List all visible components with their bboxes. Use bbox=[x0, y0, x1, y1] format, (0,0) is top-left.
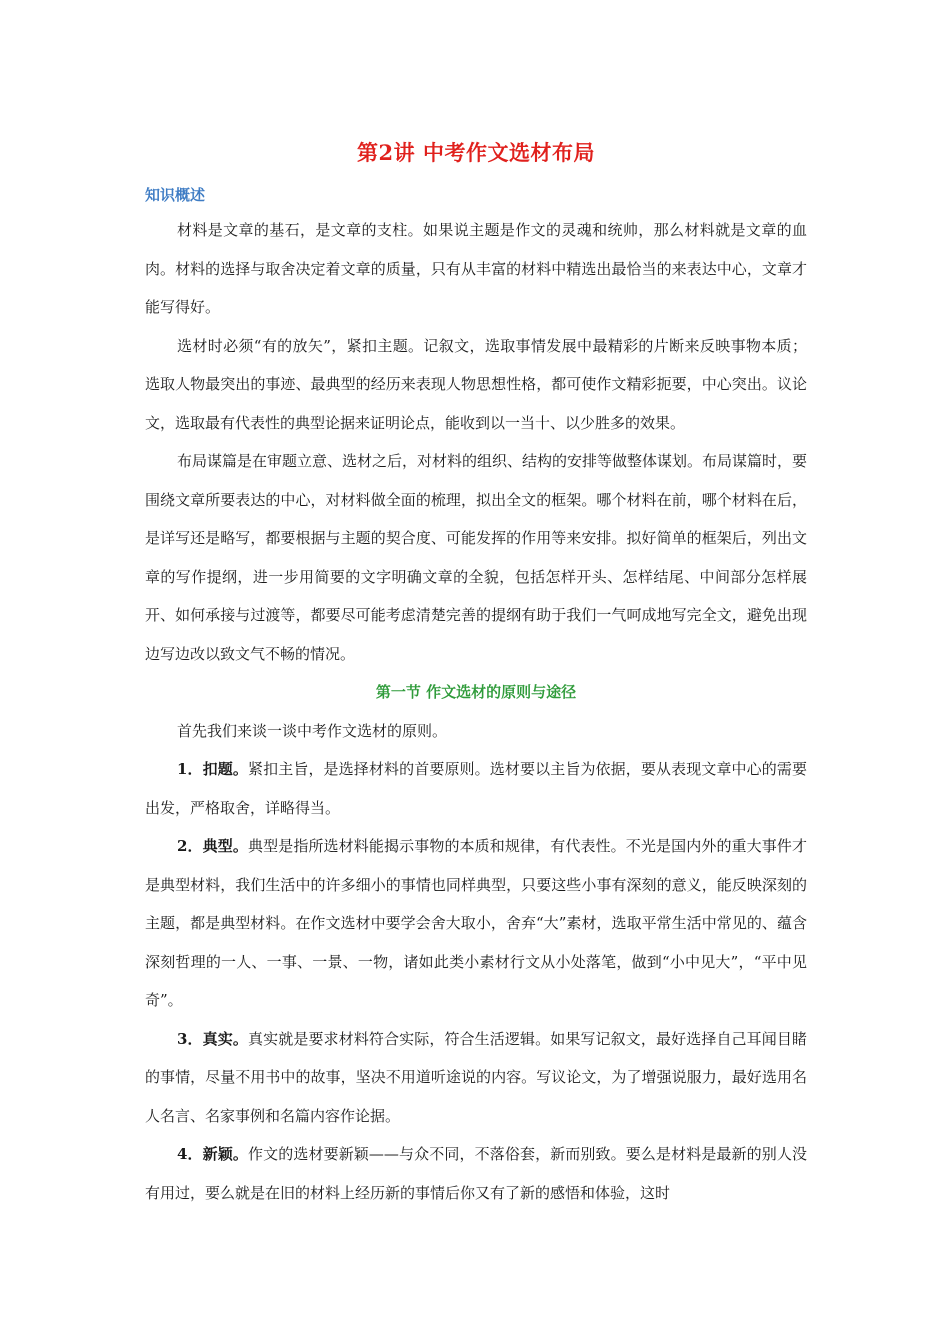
principle-item bbox=[145, 1020, 807, 1136]
principle-label: 4．新颖。 bbox=[177, 1145, 249, 1163]
principle-text: 紧扣主旨，是选择材料的首要原则。选材要以主旨为依据，要从表现文章中心的需要出发，严格取舍，详略得当。 bbox=[145, 760, 807, 817]
principle-label: 2．典型。 bbox=[177, 837, 248, 855]
intro-paragraph-2: 选材时必须“有的放矢”，紧扣主题。记叙文，选取事情发展中最精彩的片断来反映事物本质；选取人物最突出的事迹、最典型的经历来表现人物思想性格，都可使作文精彩扼要，中心突出。议论文，选取最有代表性的典型论据来证明论点，能收到以一当十、以少胜多的效果。 bbox=[145, 336, 807, 432]
section-one-lead: 首先我们来谈一谈中考作文选材的原则。 bbox=[177, 721, 448, 740]
intro-paragraph-3: 布局谋篇是在审题立意、选材之后，对材料的组织、结构的安排等做整体谋划。布局谋篇时，要围绕文章所要表达的中心，对材料做全面的梳理，拟出全文的框架。哪个材料在前，哪个材料在后，是详写还是略写，都要根据与主题的契合度、可能发挥的作用等来安排。拟好简单的框架后，列出文章的写作提纲，进一步用简要的文字明确文章的全貌，包括怎样开头、怎样结尾、中间部分怎样展开、如何承接与过渡等，都要尽可能考虑清楚完善的提纲有助于我们一气呵成地写完全文，避免出现边写边改以致文气不畅的情况。 bbox=[145, 452, 808, 663]
principle-text: 真实就是要求材料符合实际，符合生活逻辑。如果写记叙文，最好选择自己耳闻目睹的事情，尽量不用书中的故事，坚决不用道听途说的内容。写议论文，为了增强说服力，最好选用名人名言、名家事例和名篇内容作论据。 bbox=[145, 1029, 807, 1125]
document-page bbox=[145, 132, 807, 1212]
principle-item bbox=[145, 827, 807, 1020]
section-one-heading: 第一节 作文选材的原则与途径 bbox=[375, 683, 577, 701]
principle-label: 3．真实。 bbox=[177, 1029, 248, 1048]
principle-text: 典型是指所选材料能揭示事物的本质和规律，有代表性。不光是国内外的重大事件才是典型材料，我们生活中的许多细小的事情也同样典型，只要这些小事有深刻的意义，能反映深刻的主题，都是典型材料。在作文选材中要学会舍大取小，舍弃“大”素材，选取平常生活中常见的、蕴含深刻哲理的一人、一事、一景、一物，诸如此类小素材行文从小处落笔，做到“小中见大”，“平中见奇”。 bbox=[145, 837, 807, 1009]
principle-item bbox=[145, 750, 807, 827]
principle-label: 1．扣题。 bbox=[177, 760, 248, 778]
intro-paragraph-1: 材料是文章的基石，是文章的支柱。如果说主题是作文的灵魂和统帅，那么材料就是文章的血肉。材料的选择与取舍决定着文章的质量，只有从丰富的材料中精选出最恰当的来表达中心，文章才能写得好。 bbox=[145, 221, 807, 316]
principle-text: 作文的选材要新颖——与众不同，不落俗套，新而别致。要么是材料是最新的别人没有用过，要么就是在旧的材料上经历新的事情后你又有了新的感悟和体验，这时 bbox=[145, 1145, 807, 1202]
section-label-overview: 知识概述 bbox=[145, 186, 206, 204]
principle-item bbox=[145, 1135, 807, 1212]
page-title: 第2讲 中考作文选材布局 bbox=[357, 140, 595, 165]
